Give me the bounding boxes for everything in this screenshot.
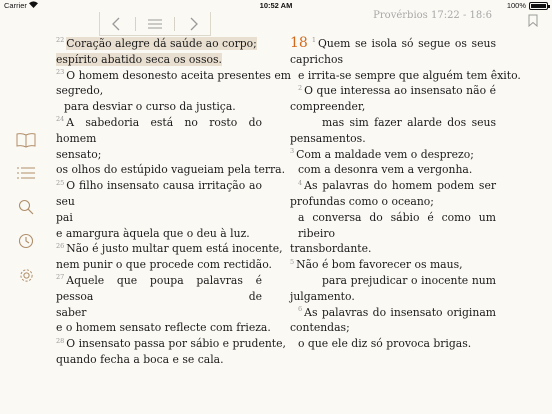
verse-text[interactable]: As palavras do homem podem ser	[304, 179, 496, 193]
left-text-column	[56, 36, 292, 368]
verse-text[interactable]: compreender,	[290, 100, 366, 114]
verse-text[interactable]: contendas;	[290, 321, 350, 335]
verse-number[interactable]: 6	[298, 304, 303, 313]
verse-line	[290, 257, 496, 273]
verse-text[interactable]: com a desonra vem a vergonha.	[298, 163, 473, 177]
verse-number[interactable]: 4	[298, 178, 303, 187]
verse-number[interactable]: 24	[56, 115, 65, 124]
verse-number[interactable]: 22	[56, 36, 65, 45]
chapter-navigation	[99, 12, 211, 36]
sidebar-item-contents[interactable]	[14, 161, 38, 185]
verse-line	[56, 36, 262, 52]
verse-number[interactable]: 3	[290, 146, 295, 155]
verse-line	[290, 36, 496, 52]
verse-text[interactable]: mas sim fazer alarde dos seus	[322, 115, 496, 129]
verse-line	[56, 257, 272, 273]
verse-text[interactable]: transbordante.	[290, 242, 372, 256]
carrier-label: Carrier	[4, 1, 27, 10]
verse-text[interactable]: O insensato passa por sábio e prudente,	[66, 337, 286, 351]
sidebar-item-settings[interactable]	[14, 263, 38, 287]
chevron-left-icon	[111, 17, 121, 31]
verse-line	[56, 320, 271, 336]
nav-divider	[135, 17, 136, 31]
verse-line	[56, 241, 283, 257]
previous-button[interactable]	[104, 14, 128, 34]
verse-line	[290, 115, 496, 131]
verse-line	[290, 147, 496, 163]
verse-text[interactable]: quando fecha a boca e se cala.	[56, 352, 224, 366]
verse-line	[290, 83, 496, 99]
verse-line	[290, 289, 496, 305]
verse-line	[56, 115, 262, 147]
verse-text[interactable]: e o homem sensato reflecte com frieza.	[56, 321, 271, 335]
clock-icon	[18, 233, 34, 249]
verse-line	[290, 52, 496, 68]
verse-text[interactable]: julgamento.	[290, 289, 355, 303]
verse-text[interactable]: caprichos	[290, 52, 344, 66]
verse-line	[56, 210, 262, 226]
chevron-right-icon	[189, 17, 199, 31]
verse-line	[56, 68, 292, 84]
verse-number[interactable]: 25	[56, 178, 65, 187]
list-icon	[148, 19, 162, 29]
verse-number[interactable]: 26	[56, 241, 65, 250]
verse-text[interactable]: profundas como o oceano;	[290, 194, 434, 208]
search-icon	[18, 199, 34, 215]
verse-line	[56, 162, 286, 178]
verse-line	[290, 241, 496, 257]
verse-text[interactable]: e amargura àquela que o deu à luz.	[56, 226, 250, 240]
bookmark-button[interactable]	[528, 12, 538, 31]
verse-line	[290, 68, 521, 84]
verse-text[interactable]: saber	[56, 305, 87, 319]
battery-percent: 100%	[506, 1, 526, 10]
verse-text[interactable]: O homem desonesto aceita presentes em	[66, 68, 292, 82]
verse-line	[56, 99, 262, 115]
verse-number[interactable]: 28	[56, 336, 65, 345]
verse-text[interactable]: nem punir o que procede com rectidão.	[56, 258, 272, 272]
verse-text[interactable]: pensamentos.	[290, 131, 366, 145]
verse-line	[290, 273, 496, 289]
passage-reference: Provérbios 17:22 - 18:6	[373, 10, 492, 21]
right-text-column	[290, 35, 521, 352]
verse-line	[56, 226, 262, 242]
verse-line	[290, 320, 496, 336]
verse-line	[290, 336, 496, 352]
verse-text[interactable]: a conversa do sábio é como um ribeiro	[298, 210, 496, 240]
chapter-number: 18	[290, 35, 308, 51]
verse-text[interactable]: os olhos do estúpido vagueiam pela terra.	[56, 163, 286, 177]
verse-number[interactable]: 5	[290, 257, 295, 266]
verse-number[interactable]: 1	[311, 36, 316, 45]
verse-text[interactable]: Aquele que poupa palavras é pessoa de	[56, 273, 262, 303]
verse-text[interactable]: espírito abatido seca os ossos.	[56, 52, 222, 66]
verse-text[interactable]: Coração alegre dá saúde ao corpo;	[66, 37, 257, 50]
sidebar-item-books[interactable]	[14, 128, 38, 152]
verse-line	[56, 52, 262, 68]
list-icon	[17, 166, 35, 180]
battery-icon	[529, 2, 548, 10]
verse-text[interactable]: pai	[56, 210, 73, 224]
verse-text[interactable]: o que ele diz só provoca brigas.	[298, 337, 472, 351]
book-icon	[16, 132, 36, 148]
verse-line	[56, 305, 262, 321]
verse-line	[290, 99, 496, 115]
verse-text[interactable]: Não é justo multar quem está inocente,	[66, 242, 283, 256]
verse-text[interactable]: sensato;	[56, 147, 102, 161]
verse-line	[290, 178, 496, 194]
verse-line	[290, 305, 496, 321]
next-button[interactable]	[182, 14, 206, 34]
verse-line	[290, 162, 496, 178]
gear-icon	[18, 267, 35, 284]
verse-line	[56, 273, 262, 305]
verse-line	[56, 336, 286, 352]
verse-line	[56, 178, 262, 210]
verse-line	[56, 147, 262, 163]
verse-line	[290, 194, 496, 210]
bookmark-icon	[528, 14, 538, 27]
verse-line	[290, 210, 496, 242]
sidebar-item-search[interactable]	[14, 195, 38, 219]
verse-number[interactable]: 23	[56, 68, 65, 76]
verse-text[interactable]: Quem se isola só segue os seus	[317, 37, 496, 50]
verse-text[interactable]: e irrita-se sempre que alguém tem êxito.	[298, 68, 521, 82]
contents-button[interactable]	[143, 14, 167, 34]
verse-text[interactable]: A sabedoria está no rosto do homem	[56, 115, 262, 145]
verse-text[interactable]: O filho insensato causa irritação ao seu	[56, 179, 262, 208]
verse-text[interactable]: segredo,	[56, 84, 104, 98]
verse-text[interactable]: As palavras do insensato originam	[304, 305, 496, 319]
verse-line	[56, 352, 262, 368]
nav-divider	[174, 17, 175, 31]
verse-text[interactable]: para prejudicar o inocente num	[322, 273, 496, 287]
verse-text[interactable]: Não é bom favorecer os maus,	[296, 258, 463, 272]
verse-number[interactable]: 27	[56, 273, 65, 282]
verse-line	[290, 131, 496, 147]
sidebar-item-history[interactable]	[14, 229, 38, 253]
verse-number[interactable]: 2	[298, 83, 303, 92]
verse-text[interactable]: O que interessa ao insensato não é	[304, 84, 496, 98]
verse-text[interactable]: Com a maldade vem o desprezo;	[296, 147, 474, 161]
verse-line	[56, 83, 262, 99]
verse-text[interactable]: para desviar o curso da justiça.	[64, 100, 236, 114]
status-time: 10:52 AM	[259, 1, 293, 10]
